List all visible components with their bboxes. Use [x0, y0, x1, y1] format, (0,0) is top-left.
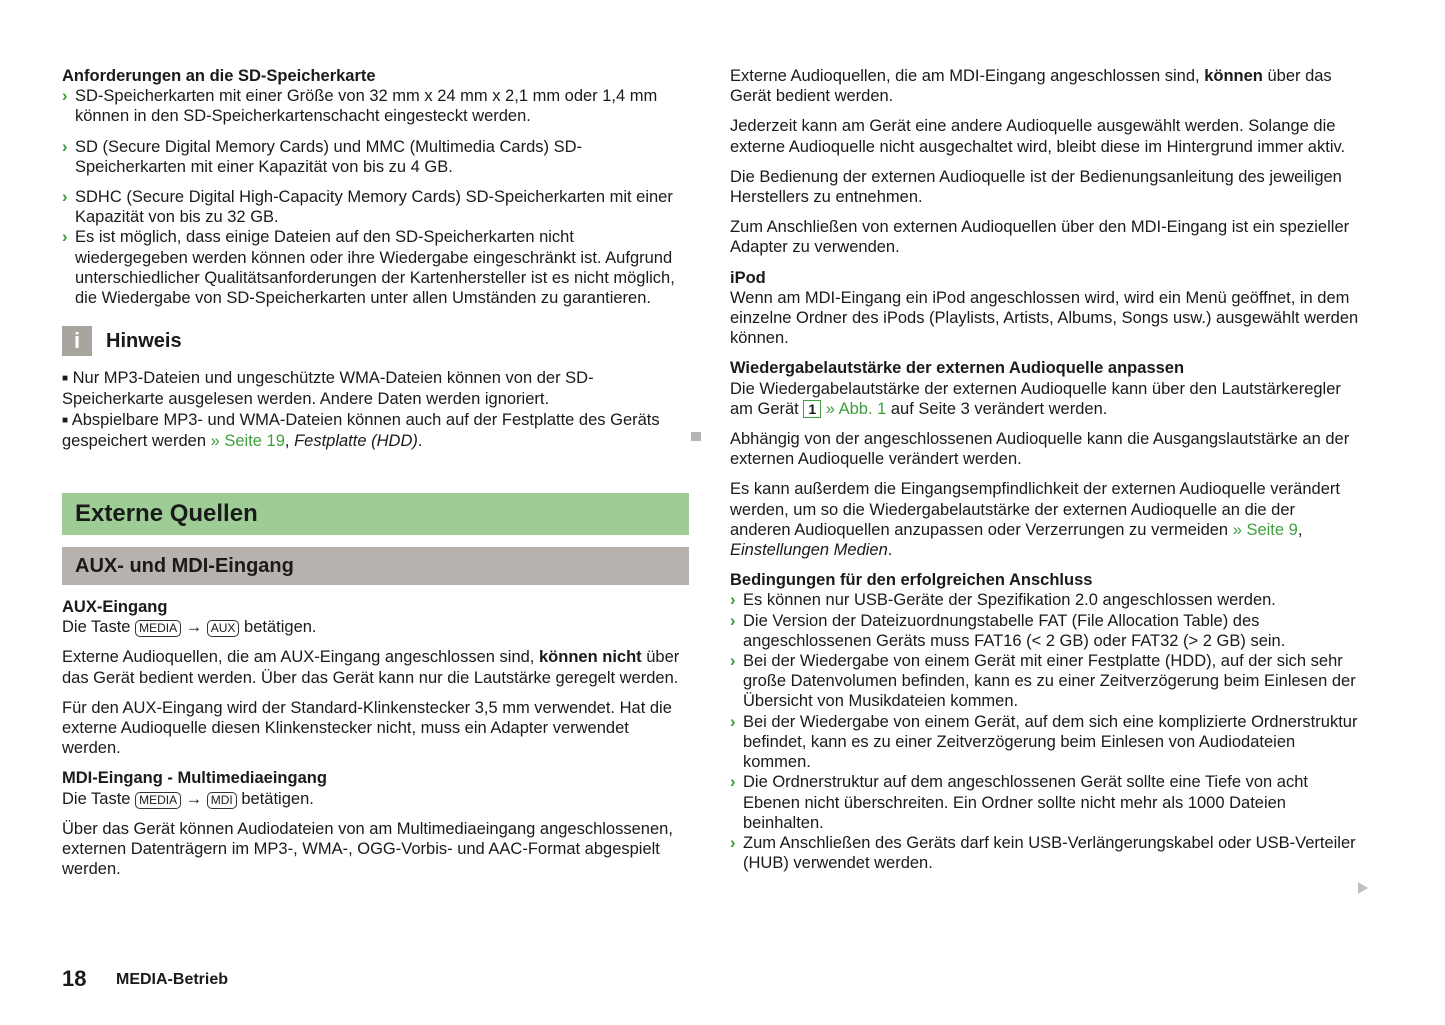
chevron-right-icon: ›	[62, 228, 68, 247]
paragraph: Abhängig von der angeschlossenen Audioquelle kann die Ausgangslautstärke an der externen Audioquelle verändert werden.	[730, 430, 1350, 469]
page-link[interactable]: » Seite 9	[1232, 520, 1298, 539]
paragraph: Zum Anschließen von externen Audioquellen über den MDI-Eingang ist ein spezieller Adapter zu verwenden.	[730, 218, 1350, 257]
list-item: › SD (Secure Digital Memory Cards) und MMC (Multimedia Cards) SD-Speicherkarten mit einer Kapazität von bis zu 4 GB.	[62, 137, 583, 176]
chevron-right-icon: ›	[730, 611, 736, 630]
list-item: › Bei der Wiedergabe von einem Gerät, auf dem sich eine komplizierte Ordnerstruktur befindet, kann es zu einer Zeitverzögerung beim Einlesen von Audiodateien kommen.	[730, 712, 1358, 772]
mdi-key: MDI	[207, 792, 237, 809]
media-key: MEDIA	[135, 792, 181, 809]
mdi-paragraph: Über das Gerät können Audiodateien von am Multimediaeingang angeschlossenen, externen Datenträgern im MP3-, WMA-, OGG-Vorbis- und AAC-Format abgespielt werden.	[62, 819, 673, 879]
square-bullet-icon: ■	[62, 373, 69, 385]
paragraph: Jederzeit kann am Gerät eine andere Audioquelle ausgewählt werden. Solange die externe Audioquelle nicht ausgechaltet wird, bleibt diese im Hintergrund immer aktiv.	[730, 117, 1346, 156]
note-header	[62, 326, 689, 356]
note-title: Hinweis	[106, 329, 182, 352]
list-item: › Es können nur USB-Geräte der Spezifikation 2.0 angeschlossen werden.	[730, 591, 1276, 610]
subsection-title: AUX- und MDI-Eingang	[62, 547, 689, 585]
chevron-right-icon: ›	[62, 188, 68, 207]
list-item: › Die Version der Dateizuordnungstabelle FAT (File Allocation Table) des angeschlossenen Geräts muss FAT16 (< 2 GB) oder FAT32 (> 2 GB) sein.	[730, 611, 1286, 650]
chapter-title: MEDIA-Betrieb	[116, 971, 229, 988]
chevron-right-icon: ›	[730, 833, 736, 852]
aux-paragraph: Für den AUX-Eingang wird der Standard-Klinkenstecker 3,5 mm verwendet. Hat die externe Audioquelle diesen Klinkenstecker nicht, muss ein Adapter verwendet werden.	[62, 698, 672, 758]
right-column	[730, 66, 1360, 873]
paragraph: Die Wiedergabelautstärke der externen Audioquelle kann über den Lautstärkeregler am Gerät 1 » Abb. 1 auf Seite 3 verändert werden.	[730, 379, 1341, 418]
chevron-right-icon: ›	[730, 652, 736, 671]
section-end-marker	[691, 432, 701, 441]
chevron-right-icon: ›	[62, 87, 68, 106]
aux-heading: AUX-Eingang	[62, 598, 168, 617]
page-number: 18	[62, 966, 87, 991]
chevron-right-icon: ›	[730, 591, 736, 610]
continue-arrow-icon	[1358, 882, 1368, 894]
left-column	[62, 66, 689, 889]
mdi-heading: MDI-Eingang - Multimediaeingang	[62, 769, 327, 788]
sd-requirements-heading: Anforderungen an die SD-Speicherkarte	[62, 67, 376, 85]
figure-link[interactable]: » Abb. 1	[821, 399, 887, 418]
list-item: › SD-Speicherkarten mit einer Größe von 32 mm x 24 mm x 2,1 mm oder 1,4 mm können in den SD-Speicherkartenschacht eingesteckt werden.	[62, 87, 658, 126]
ipod-heading: iPod	[730, 268, 766, 287]
list-item: › Bei der Wiedergabe von einem Gerät mit einer Festplatte (HDD), auf der sich sehr große Datenvolumen befinden, kann es zu einer Zeitverzögerung beim Einlesen der Übersicht von Musikdateien kommen.	[730, 652, 1356, 711]
list-item: › SDHC (Secure Digital High-Capacity Memory Cards) SD-Speicherkarten mit einer Kapazität von bis zu 32 GB.	[62, 188, 673, 227]
aux-paragraph: Externe Audioquellen, die am AUX-Eingang angeschlossen sind, können nicht über das Gerät bedient werden. Über das Gerät kann nur die Lautstärke geregelt werden.	[62, 648, 680, 687]
aux-instruction: Die Taste MEDIA → AUX betätigen.	[62, 618, 317, 637]
paragraph: Externe Audioquellen, die am MDI-Eingang angeschlossen sind, können über das Gerät bedient werden.	[730, 67, 1332, 106]
conditions-heading: Bedingungen für den erfolgreichen Anschluss	[730, 571, 1093, 590]
list-item: › Die Ordnerstruktur auf dem angeschlossenen Gerät sollte eine Tiefe von acht Ebenen nicht überschreiten. Ein Ordner sollte nicht mehr als 1000 Dateien beinhalten.	[730, 773, 1308, 832]
info-icon: i	[62, 326, 92, 356]
section-title: Externe Quellen	[62, 493, 689, 535]
chevron-right-icon: ›	[62, 137, 68, 156]
volume-heading: Wiedergabelautstärke der externen Audioquelle anpassen	[730, 359, 1185, 378]
square-bullet-icon: ■	[62, 414, 69, 426]
note-item: ■ Abspielbare MP3- und WMA-Dateien können auch auf der Festplatte des Geräts gespeichert werden » Seite 19, Festplatte (HDD).	[62, 410, 660, 450]
chevron-right-icon: ›	[730, 712, 736, 731]
list-item: › Es ist möglich, dass einige Dateien auf den SD-Speicherkarten nicht wiedergegeben werden können oder ihre Wiedergabe eingeschränkt ist. Aufgrund unterschiedlicher Qualitätsanforderungen der Kartenhersteller ist es nicht möglich, die Wiedergabe von SD-Speicherkarten unter allen Umständen zu garantieren.	[62, 228, 675, 308]
media-key: MEDIA	[135, 620, 181, 637]
paragraph: Wenn am MDI-Eingang ein iPod angeschlossen wird, wird ein Menü geöffnet, in dem einzelne Ordner des iPods (Playlists, Artists, Albums, Songs usw.) ausgewählt werden können.	[730, 288, 1359, 348]
list-item: › Zum Anschließen des Geräts darf kein USB-Verlängerungskabel oder USB-Verteiler (HUB) verwendet werden.	[730, 833, 1356, 873]
page-link[interactable]: » Seite 19	[210, 431, 285, 450]
paragraph: Die Bedienung der externen Audioquelle ist der Bedienungsanleitung des jeweiligen Herstellers zu entnehmen.	[730, 167, 1342, 207]
figure-number-badge: 1	[803, 400, 821, 418]
mdi-instruction: Die Taste MEDIA → MDI betätigen.	[62, 789, 314, 808]
paragraph: Es kann außerdem die Eingangsempfindlichkeit der externen Audioquelle verändert werden, um so die Wiedergabelautstärke der externen Audioquelle an die der anderen Audioquellen anzupassen oder Verzerrungen zu vermeiden » Seite 9, Einstellungen Medien.	[730, 480, 1340, 560]
note-item: ■ Nur MP3-Dateien und ungeschützte WMA-Dateien können von der SD-Speicherkarte ausgelesen werden. Andere Daten werden ignoriert.	[62, 369, 594, 409]
chevron-right-icon: ›	[730, 773, 736, 792]
aux-key: AUX	[207, 620, 240, 637]
